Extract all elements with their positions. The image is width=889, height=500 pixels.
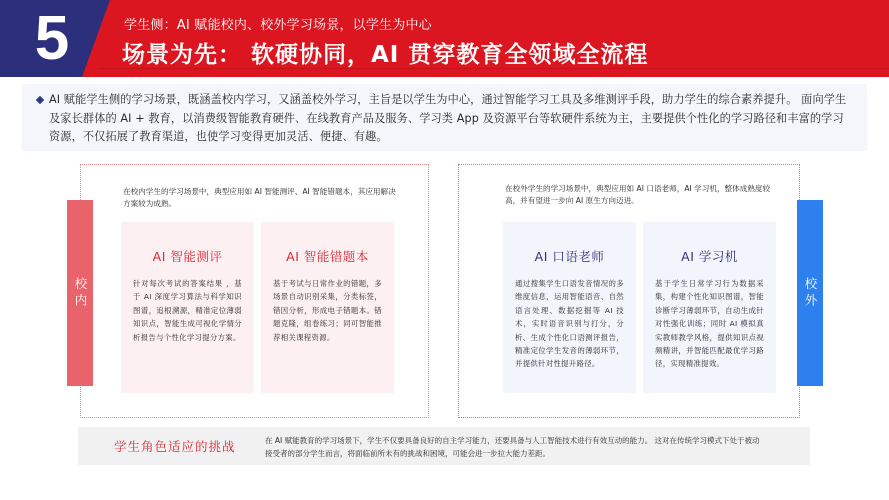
card-body: 基于学生日常学习行为数据采集，构建个性化知识图谱，智能诊断学习薄弱环节，自动生成针对性强化训练；同时 AI 模拟真实教师教学风格，提供知识点视频精讲，并智能匹配最优学习路径，实现精准提效。 xyxy=(655,279,764,369)
out-of-school-description: 在校外学生的学习场景中，典型应用如 AI 口语老师，AI 学习机，整体成熟度较高，并有望进一步向 AI 原生方向迈进。 xyxy=(505,184,771,205)
section-number: 5 xyxy=(34,4,70,73)
in-school-tab-label: 校内 xyxy=(73,276,88,310)
challenge-title: 学生角色适应的挑战 xyxy=(114,439,236,454)
card-title: AI 智能测评 xyxy=(152,249,223,264)
out-of-school-tab-label: 校外 xyxy=(803,276,818,310)
header-divider xyxy=(100,68,889,69)
card-body: 基于考试与日常作业的错题，多场景自动识别采集，分类标签，错因分析，形成电子错题本。错题克隆，组卷练习；同可智能推荐相关课程资源。 xyxy=(273,279,382,342)
card-title: AI 智能错题本 xyxy=(286,249,369,264)
intro-text: AI 赋能学生侧的学习场景，既涵盖校内学习，又涵盖校外学习，主旨是以学生为中心，通过智能学习工具及多维测评手段，助力学生的综合素养提升。 面向学生及家长群体的 AI + 教育，以消费级智能教育硬件、在线教育产品及服务、学习类 App 及资源平台等软硬件系统为主，主要提供个性化的学习路径和丰富的学习资源，不仅拓展了教育渠道，也使学习变得更加灵活、便捷、有趣。 xyxy=(49,93,847,143)
card-ai-assessment xyxy=(121,222,254,393)
in-school-tab xyxy=(67,200,93,386)
challenge-text: 在 AI 赋能教育的学习场景下，学生不仅要具备良好的自主学习能力，还要具备与人工智能技术进行有效互动的能力。 这对在传统学习模式下处于被动接受者的部分学生而言，将面临前所未有的挑战和困境，可能会进一步拉大能力差距。 xyxy=(265,436,760,458)
card-title: AI 口语老师 xyxy=(534,249,605,264)
page-title: 场景为先： 软硬协同，AI 贯穿教育全领域全流程 xyxy=(122,42,649,68)
card-body: 通过搜集学生口语发音情况的多维度信息，运用智能语音、自然语言处理、数据挖掘等 AI 技术，实时语音识别与打分，分析、生成个性化口语测评报告，精准定位学生发音的薄弱环节，并提供针对性提升路径。 xyxy=(515,279,624,369)
intro-panel xyxy=(22,84,867,151)
card-ai-oral-teacher xyxy=(503,222,636,393)
page-subtitle: 学生侧：AI 赋能校内、校外学习场景，以学生为中心 xyxy=(124,18,432,33)
in-school-description: 在校内学生的学习场景中，典型应用如 AI 智能测评、AI 智能错题本，其应用解决方案较为成熟。 xyxy=(123,187,396,208)
card-ai-error-notebook xyxy=(261,222,394,393)
card-title: AI 学习机 xyxy=(681,249,738,264)
card-ai-learning-device xyxy=(643,222,776,393)
diamond-bullet-icon xyxy=(36,96,44,104)
challenge-panel xyxy=(78,427,810,465)
page-header xyxy=(0,0,889,77)
card-body: 针对每次考试的答案结果 ，基于 AI 深度学习算法与科学知识图谱，追根溯源，精准定位薄弱知识点，智能生成可视化学情分析报告与个性化学习提分方案。 xyxy=(133,279,242,342)
out-of-school-tab xyxy=(797,200,823,386)
